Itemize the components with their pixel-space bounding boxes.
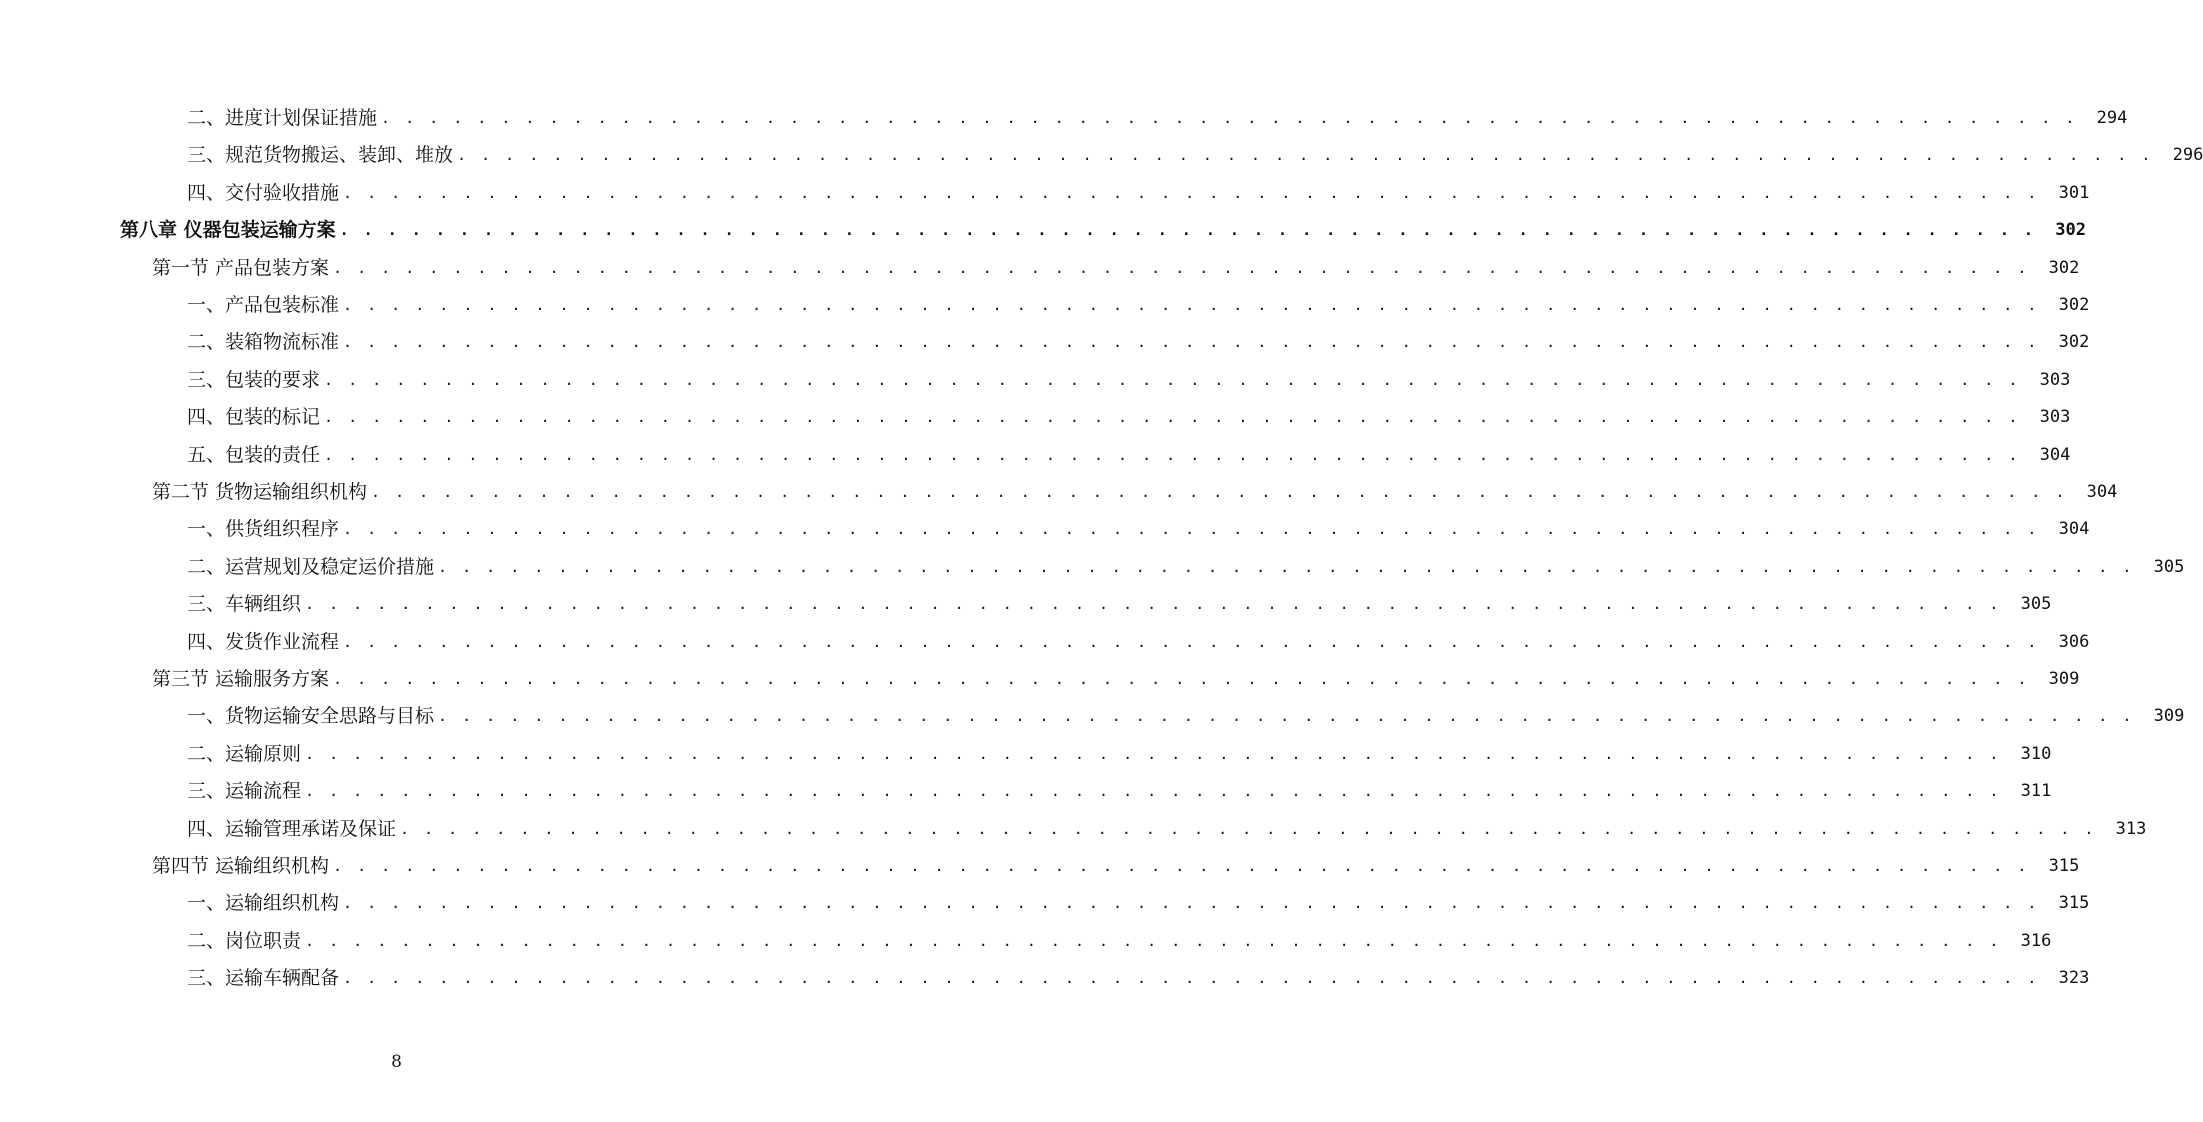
toc-entry-title: 五、包装的责任 — [187, 443, 321, 466]
toc-dot-leader — [371, 474, 2067, 511]
toc-entry-page: 313 — [2115, 818, 2147, 839]
toc-subsection-entry[interactable] — [0, 811, 2147, 848]
toc-subsection-entry[interactable] — [0, 549, 2185, 586]
toc-dot-leader — [343, 287, 2039, 324]
toc-dot-leader — [305, 736, 2001, 773]
toc-dot-leader — [343, 960, 2039, 997]
toc-dot-leader — [324, 399, 2020, 436]
toc-dot-leader — [333, 250, 2029, 287]
toc-subsection-entry[interactable] — [0, 399, 2071, 436]
toc-entry-page: 302 — [2055, 220, 2086, 241]
toc-dot-leader — [324, 437, 2020, 474]
toc-subsection-entry[interactable] — [0, 586, 2052, 623]
toc-subsection-entry[interactable] — [0, 437, 2071, 474]
toc-dot-leader — [400, 811, 2096, 848]
toc-subsection-entry[interactable] — [0, 100, 2128, 137]
toc-subsection-entry[interactable] — [0, 175, 2090, 212]
toc-subsection-entry[interactable] — [0, 923, 2052, 960]
toc-dot-leader — [340, 212, 2036, 249]
toc-entry-title: 第八章 仪器包装运输方案 — [120, 219, 336, 242]
toc-entry-page: 305 — [2020, 594, 2052, 615]
toc-entry-title: 二、岗位职责 — [187, 929, 302, 952]
toc-dot-leader — [333, 661, 2029, 698]
toc-subsection-entry[interactable] — [0, 698, 2185, 735]
toc-entry-page: 296 — [2172, 145, 2203, 166]
toc-entry-title: 四、运输管理承诺及保证 — [187, 817, 397, 840]
toc-dot-leader — [457, 137, 2153, 174]
toc-subsection-entry[interactable] — [0, 362, 2071, 399]
toc-entry-page: 309 — [2153, 706, 2185, 727]
toc-subsection-entry[interactable] — [0, 885, 2090, 922]
toc-dot-leader — [438, 549, 2134, 586]
toc-section-entry[interactable] — [0, 474, 2118, 511]
toc-entry-title: 三、车辆组织 — [187, 593, 302, 616]
toc-entry-title: 二、运输原则 — [187, 742, 302, 765]
toc-entry-page: 302 — [2058, 332, 2090, 353]
toc-entry-page: 311 — [2020, 781, 2052, 802]
toc-entry-title: 第一节 产品包装方案 — [152, 256, 330, 279]
toc-dot-leader — [381, 100, 2077, 137]
toc-subsection-entry[interactable] — [0, 624, 2090, 661]
toc-subsection-entry[interactable] — [0, 960, 2090, 997]
toc-entry-page: 302 — [2058, 295, 2090, 315]
toc-entry-title: 第三节 运输服务方案 — [152, 668, 330, 690]
toc-entry-title: 三、运输流程 — [187, 780, 302, 803]
toc-entry-page: 304 — [2058, 519, 2090, 540]
toc-chapter-entry[interactable] — [0, 212, 2086, 249]
toc-entry-title: 三、包装的要求 — [187, 368, 321, 391]
toc-entry-title: 四、发货作业流程 — [187, 630, 340, 653]
toc-dot-leader — [438, 698, 2134, 735]
toc-entry-title: 四、包装的标记 — [187, 406, 321, 429]
toc-section-entry[interactable] — [0, 848, 2080, 885]
toc-entry-title: 三、规范货物搬运、装卸、堆放 — [187, 144, 454, 167]
toc-entry-title: 一、供货组织程序 — [187, 518, 340, 541]
toc-subsection-entry[interactable] — [0, 511, 2090, 548]
toc-dot-leader — [305, 586, 2001, 623]
toc-entry-title: 二、进度计划保证措施 — [187, 107, 378, 129]
toc-section-entry[interactable] — [0, 250, 2080, 287]
toc-dot-leader — [333, 848, 2029, 885]
toc-entry-page: 315 — [2048, 856, 2080, 876]
toc-dot-leader — [343, 175, 2039, 212]
toc-entry-page: 305 — [2153, 556, 2185, 577]
toc-entry-title: 三、运输车辆配备 — [187, 967, 340, 990]
toc-dot-leader — [343, 511, 2039, 548]
toc-entry-title: 一、产品包装标准 — [187, 294, 340, 316]
toc-entry-title: 第二节 货物运输组织机构 — [152, 481, 368, 503]
toc-entry-page: 315 — [2058, 893, 2090, 914]
toc-dot-leader — [324, 362, 2020, 399]
toc-subsection-entry[interactable] — [0, 324, 2090, 361]
toc-dot-leader — [343, 885, 2039, 922]
toc-subsection-entry[interactable] — [0, 773, 2052, 810]
toc-subsection-entry[interactable] — [0, 736, 2052, 773]
toc-entry-page: 302 — [2048, 257, 2080, 278]
toc-entry-page: 304 — [2086, 482, 2118, 502]
toc-subsection-entry[interactable] — [0, 287, 2090, 324]
toc-entry-page: 304 — [2039, 444, 2071, 465]
toc-entry-page: 306 — [2058, 631, 2090, 652]
toc-entry-page: 301 — [2058, 182, 2090, 203]
toc-entry-page: 316 — [2020, 930, 2052, 951]
toc-entry-title: 一、货物运输安全思路与目标 — [187, 705, 435, 728]
toc-section-entry[interactable] — [0, 661, 2080, 698]
toc-dot-leader — [305, 923, 2001, 960]
toc-dot-leader — [343, 324, 2039, 361]
toc-entry-page: 303 — [2039, 407, 2071, 428]
toc-entry-page: 323 — [2058, 968, 2090, 989]
toc-entry-page: 294 — [2096, 108, 2128, 128]
toc-entry-page: 309 — [2048, 669, 2080, 689]
toc-entry-title: 四、交付验收措施 — [187, 181, 340, 204]
toc-entry-page: 310 — [2020, 743, 2052, 764]
toc-entry-title: 二、装箱物流标准 — [187, 331, 340, 354]
toc-entry-title: 第四节 运输组织机构 — [152, 855, 330, 877]
toc-entry-title: 二、运营规划及稳定运价措施 — [187, 555, 435, 578]
page-number: 8 — [391, 1052, 402, 1072]
toc-dot-leader — [343, 624, 2039, 661]
toc-dot-leader — [305, 773, 2001, 810]
toc-subsection-entry[interactable] — [0, 137, 2203, 174]
toc-entry-page: 303 — [2039, 369, 2071, 390]
toc-entry-title: 一、运输组织机构 — [187, 892, 340, 915]
